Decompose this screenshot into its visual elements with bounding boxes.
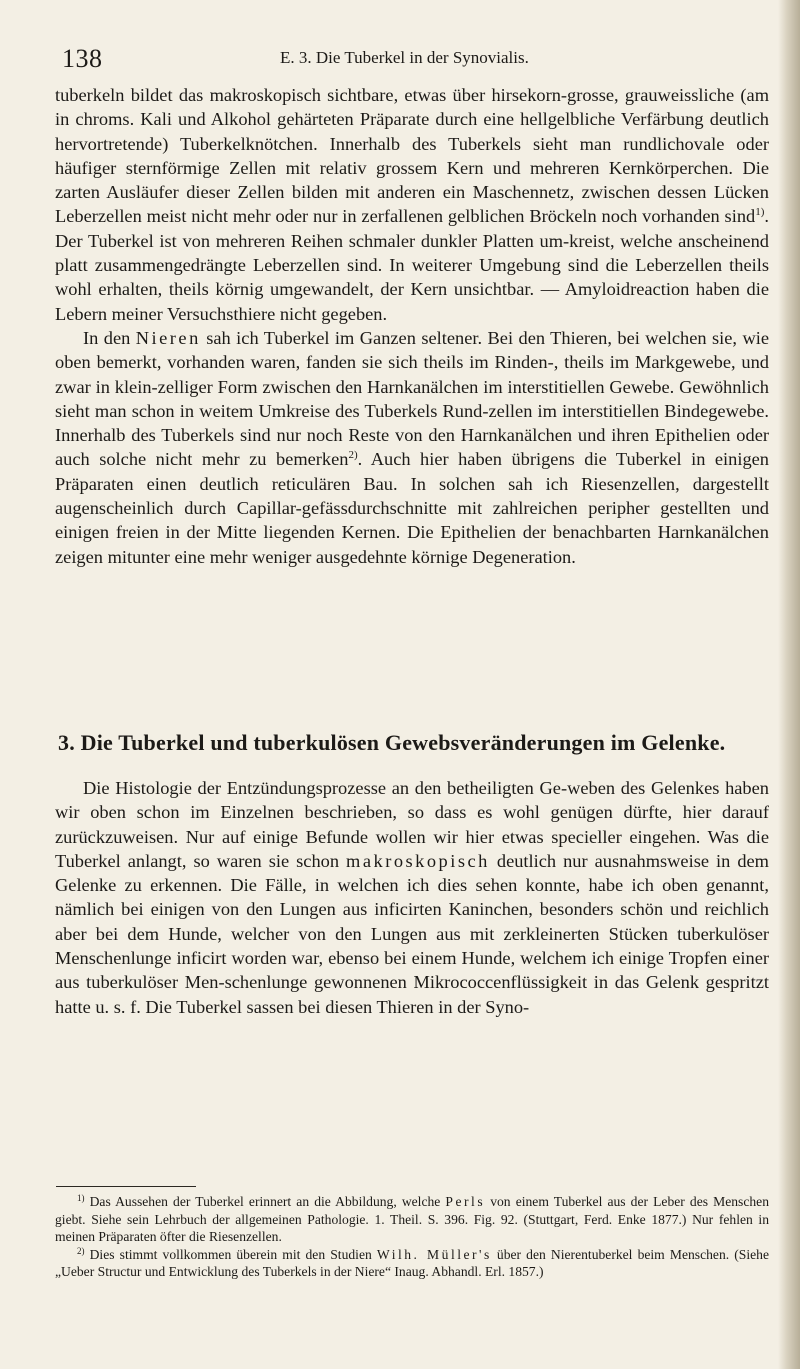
footnote-ref: 2)	[348, 449, 358, 462]
footnote-divider	[56, 1186, 196, 1187]
running-head: E. 3. Die Tuberkel in der Synovialis.	[280, 48, 529, 67]
footnote-text: Das Aussehen der Tuberkel erinnert an die Abbildung, welche	[84, 1194, 446, 1209]
footnote-ref: 1)	[755, 206, 765, 219]
footnote-text: über den Nierentuberkel beim Menschen. (Siehe „Ueber Structur und Entwicklung des Tuberkels in der Niere“ Inaug. Abhandl. Erl. 1857.)	[55, 1246, 769, 1280]
paragraph-text: sah ich Tuberkel im Ganzen seltener. Bei den Thieren, bei welchen sie, wie oben bemerkt, vorhanden waren, fanden sie sich theils im Rinden-, theils im Markgewebe, und zwar in klein-zelliger Form zwischen den Harnkanälchen im interstitiellen Gewebe. Gewöhnlich sieht man schon in weitem Umkreise des Tuberkels Rund-zellen im interstitiellen Bindegewebe. Innerhalb des Tuberkels sind nur noch Reste von den Harnkanälchen und ihren Epithelien oder auch solche nicht mehr zu bemerken	[55, 327, 769, 470]
paragraph-liver-tubercle	[55, 83, 769, 326]
paragraph-text: . Der Tuberkel ist von mehreren Reihen schmaler dunkler Platten um-kreist, welche anscheinend platt zusammengedrängte Leberzellen sind. In weiterer Umgebung sind die Leberzellen theils wohl erhalten, theils körnig umgewandelt, der Kern unsichtbar. — Amyloidreaction haben die Lebern meiner Versuchsthiere nicht gegeben.	[55, 206, 769, 324]
paragraph-joint-histology	[55, 776, 769, 1019]
footnote-1	[55, 1193, 769, 1246]
footnote-text: von einem Tuberkel aus der Leber des Menschen giebt. Siehe sein Lehrbuch der allgemeinen Pathologie. 1. Theil. S. 396. Fig. 92. (Stuttgart, Ferd. Enke 1877.) Nur fehlen in meinen Präparaten öfter die Riesenzellen.	[55, 1194, 769, 1245]
footnote-2	[55, 1246, 769, 1281]
page-header	[62, 44, 762, 74]
paragraph-kidney-tubercle	[55, 326, 769, 569]
paragraph-text: Die Histologie der Entzündungsprozesse an den betheiligten Ge-weben des Gelenkes haben wir oben schon im Einzelnen beschrieben, so dass es wohl genügen dürfte, hier darauf zurückzuweisen. Nur auf einige Befunde wollen wir hier etwas specieller eingehen. Was die Tuberkel anlangt, so waren sie schon	[55, 778, 769, 871]
footnote-marker: 2)	[77, 1245, 85, 1256]
paragraph-text: deutlich nur ausnahmsweise in dem Gelenke zu erkennen. Die Fälle, in welchen ich dies sehen konnte, habe ich oben genannt, nämlich bei einigen von den Lungen aus inficirten Kaninchen, besonders schön und reichlich aber bei dem Hunde, welcher von den Lungen aus mit zerkleinerten Stücken tuberkulöser Menschenlunge inficirt worden war, ebenso bei einem Hunde, welchem ich einige Tropfen einer aus tuberkulöser Men-schenlunge gewonnenen Mikrococcenflüssigkeit in das Gelenk gespritzt hatte u. s. f. Die Tuberkel sassen bei diesen Thieren in der Syno-	[55, 850, 769, 1017]
section-heading: 3. Die Tuberkel und tuberkulösen Gewebsveränderungen im Gelenke.	[58, 730, 726, 755]
footnote-marker: 1)	[77, 1193, 85, 1203]
footnote-text: Dies stimmt vollkommen überein mit den Studien	[84, 1246, 377, 1262]
section-text	[55, 776, 769, 1019]
paragraph-text: . Auch hier haben übrigens die Tuberkel in einigen Präparaten einen deutlich reticulären Bau. In solchen sah ich Riesenzellen, dargestellt augenscheinlich durch Capillar-gefässdurchschnitte mit zahlreichen peripher gestellten und einigen freien in der Mitte liegenden Kernen. Die Epithelien der benachbarten Harnkanälchen zeigen mitunter eine mehr weniger ausgedehnte körnige Degeneration.	[55, 449, 769, 567]
paragraph-lead: In den	[83, 327, 136, 348]
paragraph-text: tuberkeln bildet das makroskopisch sichtbare, etwas über hirsekorn-grosse, grauweissliche (am in chroms. Kali und Alkohol gehärteten Präparate durch eine hellgelbliche Verfärbung deutlich hervortretende) Tuberkelknötchen. Innerhalb des Tuberkels sieht man rundlichovale oder häufiger sternförmige Zellen mit relativ grossem Kern und mehreren Kernkörperchen. Die zarten Ausläufer dieser Zellen bilden mit anderen ein Maschennetz, zwischen dessen Lücken Leberzellen meist nicht mehr oder nur in zerfallenen gelblichen Bröckeln noch vorhanden sind	[55, 85, 769, 227]
footnotes	[55, 1193, 769, 1281]
author-name: Wilh. Müller's	[376, 1246, 492, 1262]
emphasized-word: makroskopisch	[346, 850, 490, 871]
emphasized-word: Nieren	[135, 327, 201, 348]
author-name: Perls	[445, 1194, 486, 1209]
main-text	[55, 83, 769, 569]
page-edge-shadow	[778, 0, 800, 1369]
page-number: 138	[62, 44, 103, 73]
